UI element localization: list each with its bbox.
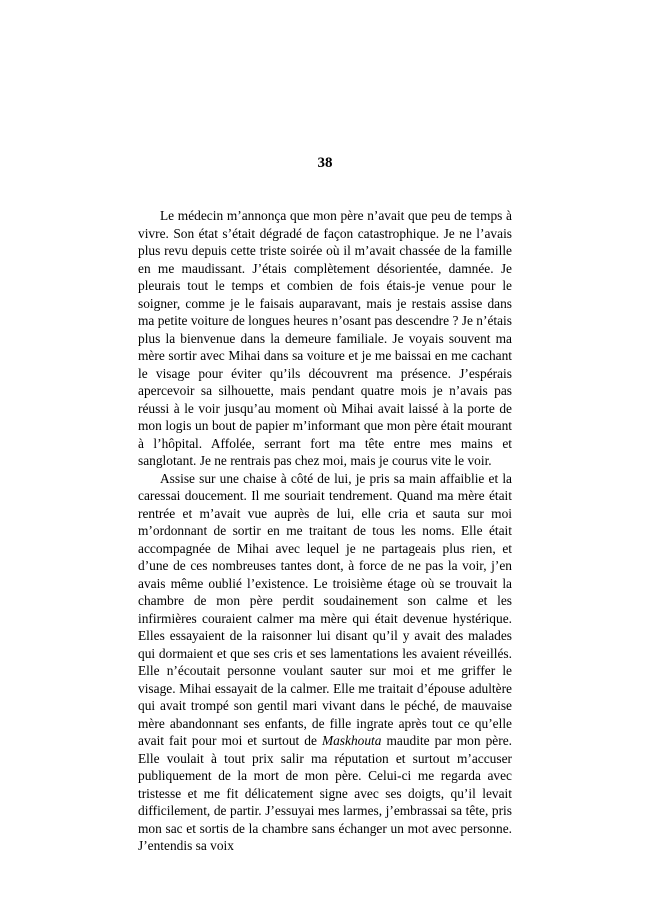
- paragraph-2-text-start: Assise sur une chaise à côté de lui, je pris sa main affaiblie et la caressai doucement. Il me souriait tendrement. Quand ma mère était rentrée et m’avait vue auprès de lui, elle cria et sauta sur moi m’ordonnant de sortir en me traitant de tous les noms. Elle était accompagnée de Mihai avec lequel je ne partageais plus rien, et d’une de ces nombreuses tantes dont, à force de ne pas la voir, j’en avais même oublié l’existence. Le troisième étage où se trouvait la chambre de mon père perdit soudainement son calme et les infirmières couraient calmer ma mère qui était devenue hystérique. Elles essayaient de la raisonner lui disant qu’il y avait des malades qui dormaient et que ses cris et ses lamentations les avaient réveillés. Elle n’écoutait personne voulant sauter sur moi et me griffer le visage. Mihai essayait de la calmer. Elle me traitait d’épouse adultère qui avait trompé son gentil mari vivant dans le péché, de mauvaise mère abandonnant ses enfants, de fille ingrate après tout ce qu’elle avait fait pour moi et surtout de: [138, 470, 512, 748]
- italic-term-maskhouta: Maskhouta: [321, 733, 382, 748]
- paragraph-2: [138, 470, 512, 855]
- paragraph-1: [138, 207, 512, 470]
- paragraph-1-text: Le médecin m’annonça que mon père n’avait que peu de temps à vivre. Son état s’était dégradé de façon catastrophique. Je ne l’avais plus revu depuis cette triste soirée où il m’avait chassée de la famille en me maudissant. J’étais complètement désorientée, damnée. Je pleurais tout le temps et combien de fois étais-je venue pour le soigner, comme je le faisais auparavant, mais je restais assise dans ma petite voiture de longues heures n’osant pas descendre ? Je n’étais plus la bienvenue dans la demeure familiale. Je voyais souvent ma mère sortir avec Mihai dans sa voiture et je me baissai en me cachant le visage pour éviter qu’ils découvrent ma présence. J’espérais apercevoir sa silhouette, mais pendant quatre mois je n’avais pas réussi à le voir jusqu’au moment où Mihai avait laissé à la porte de mon logis un bout de papier m’informant que mon père était mourant à l’hôpital. Affolée, serrant fort ma tête entre mes mains et sanglotant. Je ne rentrais pas chez moi, mais je courus vite le voir.: [138, 208, 512, 468]
- paragraph-2-text-end: maudite par mon père. Elle voulait à tout prix salir ma réputation et surtout m’accuser publiquement de la mort de mon père. Celui-ci me regarda avec tristesse et me fit délicatement signe avec ses doigts, qu’il levait difficilement, de partir. J’essuyai mes larmes, j’embrassai sa tête, pris mon sac et sortis de la chambre sans échanger un mot avec personne. J’entendis sa voix: [138, 733, 512, 853]
- body-text: [138, 207, 512, 855]
- chapter-number: 38: [317, 155, 333, 171]
